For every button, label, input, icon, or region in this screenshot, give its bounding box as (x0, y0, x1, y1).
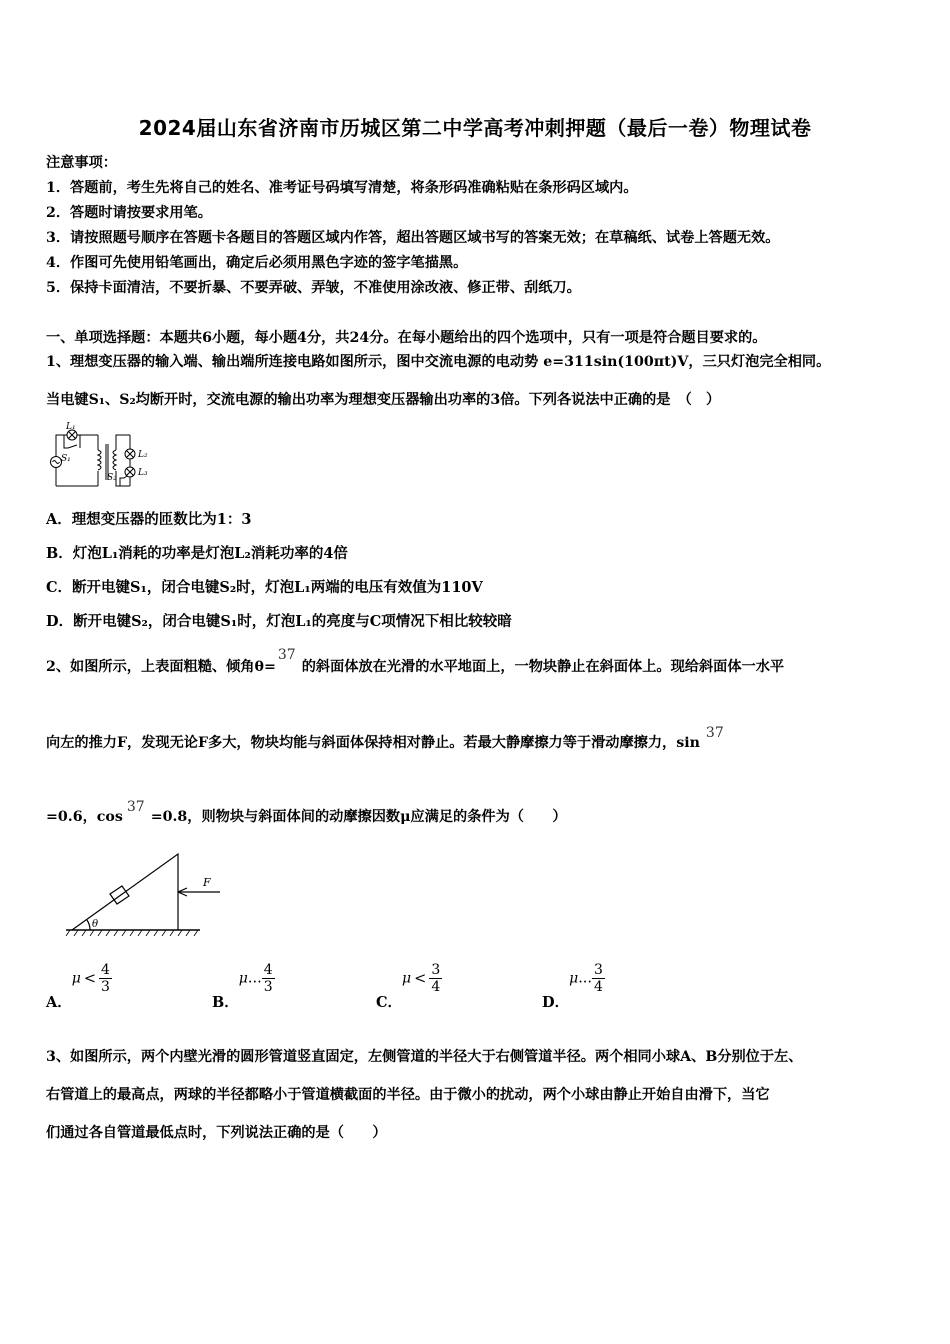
q2-stem-line3 (46, 799, 567, 826)
option-letter: B． (212, 993, 239, 1011)
option-letter: D． (542, 993, 570, 1011)
q1-option-a: A．理想变压器的匝数比为1：3 (46, 511, 252, 528)
denominator: 4 (431, 979, 441, 995)
q1-stem-line2: 当电键S₁、S₂均断开时，交流电源的输出功率为理想变压器输出功率的3倍。下列各说法中正确的是 （ ） (46, 392, 721, 408)
relation: ... (578, 970, 593, 987)
page-title: 2024届山东省济南市历城区第二中学高考冲刺押题（最后一卷）物理试卷 (138, 116, 812, 140)
label-S1: S₁ (61, 454, 71, 464)
q1-option-c: C．断开电键S₁，闭合电键S₂时，灯泡L₁两端的电压有效值为110V (46, 579, 483, 596)
mu-symbol: μ (569, 970, 579, 987)
label-L1: L₁ (66, 422, 76, 432)
q1-stem-line1: 1、理想变压器的输入端、输出端所连接电路如图所示，图中交流电源的电动势 e=311sin(100πt)V，三只灯泡完全相同。 (46, 354, 831, 370)
fraction (592, 962, 605, 995)
q2-option-b (212, 962, 275, 1011)
relation: ... (247, 970, 262, 987)
label-force: F (203, 876, 211, 889)
q2-text: =0.6，cos (46, 809, 123, 825)
q2-option-c (376, 962, 442, 1011)
notice-item: 2．答题时请按要求用笔。 (46, 205, 212, 221)
q2-text: 2、如图所示，上表面粗糙、倾角θ= (46, 659, 276, 675)
q1-circuit-figure (44, 420, 164, 492)
q3-stem-line1: 3、如图所示，两个内壁光滑的圆形管道竖直固定，左侧管道的半径大于右侧管道半径。两个相同小球A、B分别位于左、 (46, 1049, 803, 1065)
label-L2: L₂ (138, 450, 148, 460)
notice-item: 5．保持卡面清洁，不要折暴、不要弄破、弄皱，不准使用涂改液、修正带、刮纸刀。 (46, 280, 581, 296)
q3-stem-line3: 们通过各自管道最低点时，下列说法正确的是（ ） (46, 1125, 387, 1141)
mu-symbol: μ (71, 970, 81, 987)
fraction (99, 962, 112, 995)
q1-option-b: B．灯泡L₁消耗的功率是灯泡L₂消耗功率的4倍 (46, 545, 348, 562)
relation: < (83, 970, 97, 987)
numerator: 4 (263, 962, 273, 978)
mu-symbol: μ (402, 970, 412, 987)
q2-stem-line1 (46, 647, 785, 676)
denominator: 3 (263, 979, 273, 995)
option-letter: A． (46, 993, 72, 1011)
label-theta: θ (92, 919, 99, 930)
angle-value: 37 (277, 647, 296, 663)
q2-option-a (46, 962, 112, 1011)
q2-text: 向左的推力F，发现无论F多大，物块均能与斜面体保持相对静止。若最大静摩擦力等于滑动摩擦力，sin (46, 735, 700, 751)
q3-stem-line2: 右管道上的最高点，两球的半径都略小于管道横截面的半径。由于微小的扰动，两个小球由静止开始自由滑下，当它 (46, 1087, 770, 1103)
notice-item: 3．请按照题号顺序在答题卡各题目的答题区域内作答，超出答题区域书写的答案无效；在草稿纸、试卷上答题无效。 (46, 230, 780, 246)
numerator: 3 (594, 962, 603, 978)
numerator: 3 (431, 962, 441, 978)
mu-symbol: μ (238, 970, 248, 987)
relation: < (414, 970, 427, 987)
angle-value: 37 (126, 799, 145, 815)
option-letter: C． (376, 993, 403, 1011)
label-S2: S₂ (107, 473, 117, 483)
q2-text: 的斜面体放在光滑的水平地面上，一物块静止在斜面体上。现给斜面体一水平 (301, 659, 785, 675)
q2-text: =0.8，则物块与斜面体间的动摩擦因数μ应满足的条件为（ ） (150, 809, 567, 825)
numerator: 4 (101, 962, 110, 978)
denominator: 4 (594, 979, 603, 995)
fraction (262, 962, 275, 995)
fraction (429, 962, 442, 995)
q1-option-d: D．断开电键S₂，闭合电键S₁时，灯泡L₁的亮度与C项情况下相比较较暗 (46, 613, 512, 630)
notice-item: 1．答题前，考生先将自己的姓名、准考证号码填写清楚，将条形码准确粘贴在条形码区域内。 (46, 180, 638, 196)
section-header: 一、单项选择题：本题共6小题，每小题4分，共24分。在每小题给出的四个选项中，只有一项是符合题目要求的。 (46, 330, 767, 346)
q2-stem-line2 (46, 725, 724, 752)
denominator: 3 (101, 979, 110, 995)
notice-item: 4．作图可先使用铅笔画出，确定后必须用黑色字迹的签字笔描黑。 (46, 255, 468, 271)
q2-option-d (542, 962, 605, 1011)
label-L3: L₃ (138, 468, 148, 478)
notice-heading: 注意事项： (46, 155, 117, 171)
q2-incline-figure (60, 848, 230, 938)
angle-value: 37 (705, 725, 724, 741)
